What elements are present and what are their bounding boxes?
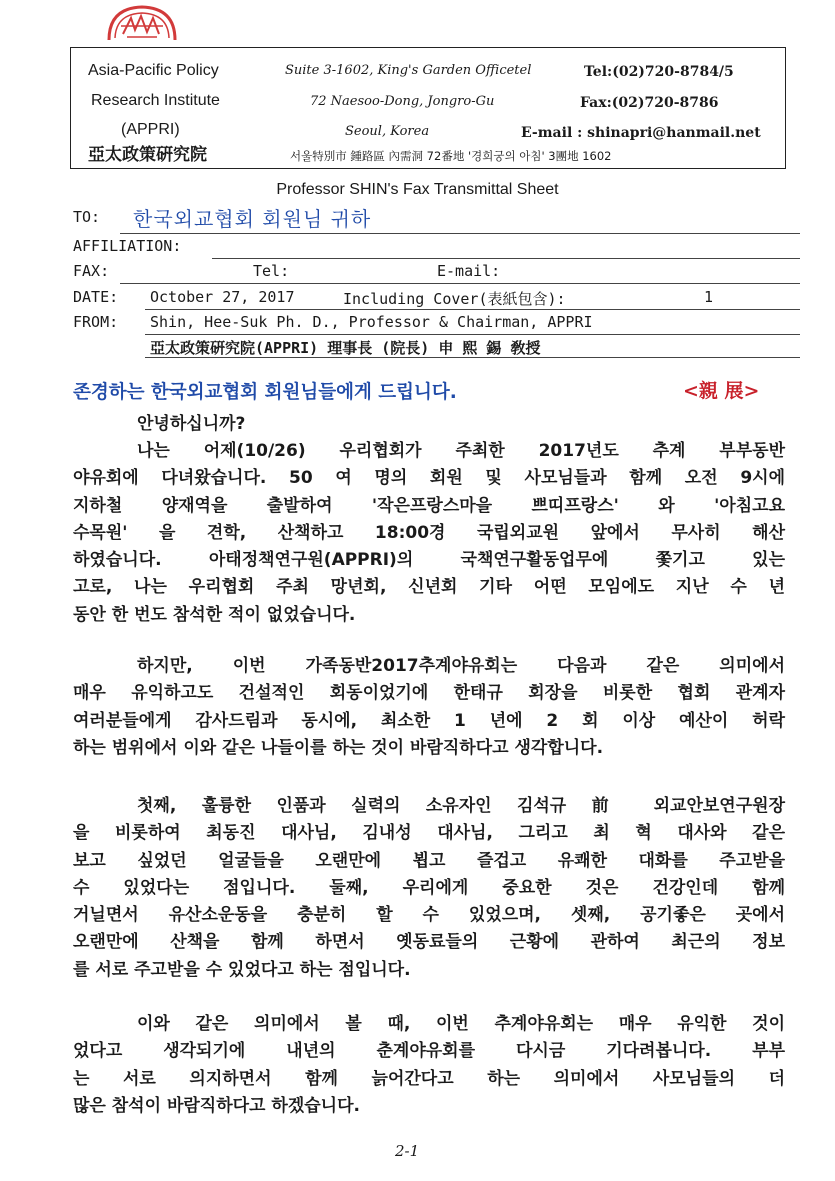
letter-heading: 존경하는 한국외교협회 회원님들에게 드립니다. (73, 382, 457, 403)
to-value: 한국외교협회 회원님 귀하 (133, 207, 372, 231)
paragraph-line: 오랜만에 산책을 함께 하면서 옛동료들의 근황에 관하여 최근의 정보 (73, 932, 785, 953)
paragraph-line: 야유회에 다녀왔습니다. 50 여 명의 회원 및 사모님들과 함께 오전 9시에 (73, 468, 785, 489)
address-line1: Suite 3-1602, King's Garden Officetel (285, 63, 532, 78)
cover-label: Including Cover(表紙包含): (343, 290, 566, 308)
paragraph-line: 매우 유익하고도 건설적인 회동이었기에 한태규 회장을 비롯한 협회 관계자 (73, 683, 785, 704)
from-rule (145, 334, 800, 335)
paragraph-2 (73, 653, 785, 762)
paragraph-line: 거닐면서 유산소운동을 충분히 할 수 있었으며, 셋째, 공기좋은 곳에서 (73, 905, 785, 926)
paragraph-line: 고로, 나는 우리협회 주최 망년회, 신년회 기타 어떤 모임에도 지난 수 년 (73, 577, 785, 598)
org-name-hanja: 亞太政策硏究院 (88, 145, 207, 165)
to-label: TO: (73, 208, 101, 226)
paragraph-line: 를 서로 주고받을 수 있었다고 하는 점입니다. (73, 959, 411, 980)
fax-number: Fax:(02)720-8786 (580, 95, 719, 111)
org-abbr: (APPRI) (121, 121, 180, 138)
paragraph-line: 을 비롯하여 최동진 대사님, 김내성 대사님, 그리고 최 혁 대사와 같은 (73, 823, 785, 844)
address-line3: Seoul, Korea (345, 124, 430, 139)
tel-label: Tel: (253, 262, 290, 280)
cover-value: 1 (704, 288, 714, 306)
paragraph-line: 하는 범위에서 이와 같은 나들이를 하는 것이 바람직하다고 생각합니다. (73, 737, 604, 758)
seal-stamp (105, 4, 179, 42)
date-label: DATE: (73, 288, 119, 306)
paragraph-line: 보고 싶었던 얼굴들을 오랜만에 뵙고 즐겁고 유쾌한 대화를 주고받을 (73, 850, 785, 871)
email-address: E-mail : shinapri@hanmail.net (521, 125, 761, 141)
paragraph-line: 지하철 양재역을 출발하여 '작은프랑스마을 쁘띠프랑스' 와 '아침고요 (73, 495, 785, 516)
paragraph-line: 었다고 생각되기에 내년의 춘계야유회를 다시금 기다려봅니다. 부부 (73, 1041, 785, 1062)
paragraph-line: 많은 참석이 바람직하다고 하겠습니다. (73, 1095, 360, 1116)
paragraph-line: 수목원' 을 견학, 산책하고 18:00경 국립외교원 앞에서 무사히 해산 (73, 522, 785, 543)
to-rule (120, 233, 800, 234)
date-value: October 27, 2017 (150, 288, 295, 306)
fax-rule (120, 283, 800, 284)
paragraph-1 (73, 438, 785, 629)
org-name-line1: Asia-Pacific Policy (88, 62, 219, 79)
tel-number: Tel:(02)720-8784/5 (584, 64, 734, 80)
address-line2: 72 Naesoo-Dong, Jongro-Gu (310, 94, 495, 109)
affiliation-rule (212, 258, 800, 259)
paragraph-line: 첫째, 훌륭한 인품과 실력의 소유자인 김석규 前 외교안보연구원장 (137, 796, 785, 816)
paragraph-line: 여러분들에게 감사드림과 동시에, 최소한 1 년에 2 회 이상 예산이 허락 (73, 710, 785, 731)
personal-mark: <親 展> (683, 380, 760, 402)
paragraph-3 (73, 793, 785, 984)
from-value-hanja: 亞太政策硏究院(APPRI) 理事長 (院長) 申 熙 錫 敎授 (150, 339, 541, 357)
sheet-title: Professor SHIN's Fax Transmittal Sheet (276, 181, 559, 198)
fax-label: FAX: (73, 262, 110, 280)
paragraph-line: 하였습니다. 아태정책연구원(APPRI)의 국책연구활동업무에 쫓기고 있는 (73, 550, 785, 571)
from-rule-2 (145, 357, 800, 358)
paragraph-line: 는 서로 의지하면서 함께 늙어간다고 하는 의미에서 사모님들의 더 (73, 1068, 785, 1089)
paragraph-line: 동안 한 번도 참석한 적이 없었습니다. (73, 604, 356, 625)
affiliation-label: AFFILIATION: (73, 237, 182, 255)
page-number: 2-1 (395, 1142, 420, 1160)
paragraph-line: 이와 같은 의미에서 볼 때, 이번 추계야유회는 매우 유익한 것이 (137, 1014, 785, 1034)
org-name-line2: Research Institute (91, 92, 220, 109)
paragraph-line: 수 있었다는 점입니다. 둘째, 우리에게 중요한 것은 건강인데 함께 (73, 877, 785, 898)
paragraph-4 (73, 1011, 785, 1120)
date-rule (145, 309, 800, 310)
korean-address: 서울特別市 鍾路區 內需洞 72番地 '경희궁의 아침' 3團地 1602 (290, 149, 612, 163)
paragraph-line: 나는 어제(10/26) 우리협회가 주최한 2017년도 추계 부부동반 (137, 441, 785, 461)
from-label: FROM: (73, 313, 119, 331)
paragraph-line: 하지만, 이번 가족동반2017추계야유회는 다음과 같은 의미에서 (137, 656, 785, 676)
greeting: 안녕하십니까? (137, 414, 246, 434)
email-label: E-mail: (437, 262, 501, 280)
from-value: Shin, Hee-Suk Ph. D., Professor & Chairman, APPRI (150, 313, 593, 331)
